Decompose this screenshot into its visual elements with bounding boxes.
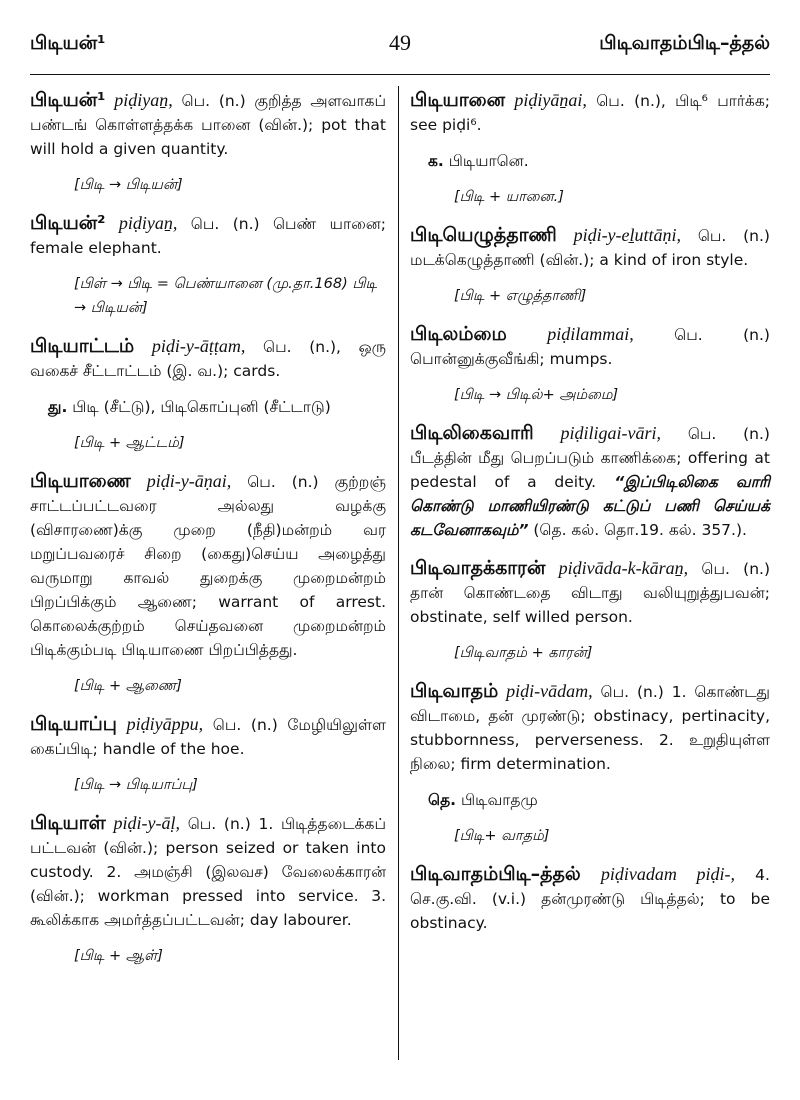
- headword: பிடியாப்பு: [30, 713, 117, 735]
- headword: பிடிவாதம்: [410, 680, 499, 702]
- dictionary-entry: [30, 334, 386, 455]
- headword: பிடியன்¹: [30, 89, 106, 111]
- cognate-line: [48, 395, 386, 419]
- transliteration: piḍiyāppu,: [126, 714, 204, 734]
- entry-definition: [410, 862, 770, 935]
- etymology: [பிடி → பிடியாப்பு]: [74, 777, 198, 793]
- etymology: [பிடிவாதம் + காரன்]: [454, 645, 593, 661]
- transliteration: piḍiyaṉ,: [114, 90, 173, 110]
- definition-text: பெ. (n.) பெண் யானை; female elephant.: [30, 215, 386, 257]
- cognate-word: பிடிவாதமு: [456, 791, 538, 809]
- page-header: [30, 28, 770, 64]
- cognate-language: தெ.: [428, 791, 457, 809]
- dictionary-entry: [410, 421, 770, 542]
- entry-definition: [30, 469, 386, 662]
- headword: பிடிவாதக்காரன்: [410, 557, 546, 579]
- etymology: [பிடி → பிடியன்]: [74, 177, 183, 193]
- definition-text: பெ. (n.) தான் கொண்டதை விடாது வலியுறுத்துபவன்; obstinate, self willed person.: [410, 560, 770, 626]
- entry-definition: [30, 211, 386, 260]
- left-column: [30, 88, 386, 982]
- dictionary-entry: [410, 223, 770, 308]
- definition-text: பெ. (n.) மேழியிலுள்ள கைப்பிடி; handle of the hoe.: [30, 716, 386, 758]
- transliteration: piḍiyāṉai,: [514, 90, 587, 110]
- entry-definition: [410, 679, 770, 776]
- transliteration: piḍilammai,: [547, 324, 634, 344]
- entry-definition: [410, 88, 770, 137]
- header-left-guideword: பிடியன்¹: [30, 32, 106, 54]
- definition-text: பெ. (n.) 1. பிடித்தடைக்கப் பட்டவன் (வின்.); person seized or taken into custody. 2. அமஞ்சி (இலவச) வேலைக்காரன் (வின்.); workman pressed into service. 3. கூலிக்காக அமர்த்தப்பட்டவன்; day labourer.: [30, 815, 386, 929]
- column-divider: [398, 86, 399, 1060]
- headword: பிடியாணை: [30, 470, 131, 492]
- dictionary-entry: [410, 88, 770, 209]
- entry-definition: [30, 88, 386, 161]
- transliteration: piḍivadam piḍi-,: [600, 864, 736, 884]
- definition-text: 4. செ.கு.வி. (v.i.) தன்முரண்டு பிடித்தல்; to be obstinacy.: [410, 866, 770, 932]
- entry-definition: [410, 421, 770, 542]
- cognate-line: [428, 149, 770, 173]
- etymology: [பிடி + ஆட்டம்]: [74, 435, 185, 451]
- dictionary-entry: [30, 712, 386, 797]
- cognate-word: பிடி (சீட்டு), பிடிகொப்புனி (சீட்டாடு): [67, 398, 331, 416]
- headword: பிடியானை: [410, 89, 506, 111]
- dictionary-entry: [30, 811, 386, 968]
- page-number: 49: [389, 30, 411, 55]
- definition-text: பெ. (n.) பீடத்தின் மீது பெறப்படும் காணிக்கை; offering at pedestal of a deity.: [410, 425, 770, 491]
- entry-definition: [30, 334, 386, 383]
- dictionary-entry: [30, 88, 386, 197]
- definition-text: பெ. (n.) 1. கொண்டது விடாமை, தன் முரண்டு; obstinacy, pertinacity, stubbornness, perverseness. 2. உறுதியுள்ள நிலை; firm determination.: [410, 683, 770, 773]
- entry-definition: [30, 712, 386, 761]
- entry-definition: [410, 223, 770, 272]
- transliteration: piḍi-y-āṭṭam,: [151, 336, 246, 356]
- dictionary-entry: [410, 679, 770, 848]
- dictionary-entry: [410, 862, 770, 935]
- transliteration: piḍiyaṉ,: [118, 213, 178, 233]
- definition-text: பெ. (n.) பொன்னுக்குவீங்கி; mumps.: [410, 326, 770, 368]
- citation-quote: “இப்பிடிலிகை வாரி கொண்டு மாணியிரண்டு கட்டுப் பணி செய்யக் கடவேனாகவும்”: [410, 473, 771, 539]
- cognate-language: க.: [428, 152, 444, 170]
- citation-source: (தெ. கல். தொ.19. கல். 357.).: [528, 521, 747, 539]
- right-column: [410, 88, 770, 949]
- etymology: [பிடி + ஆள்]: [74, 948, 163, 964]
- definition-text: பெ. (n.) மடக்கெழுத்தாணி (வின்.); a kind of iron style.: [410, 227, 770, 269]
- cognate-language: து.: [48, 398, 68, 416]
- headword: பிடியன்²: [30, 212, 106, 234]
- etymology: [பிடி → பிடில்+ அம்மை]: [454, 387, 619, 403]
- headword: பிடியாள்: [30, 812, 106, 834]
- definition-text: பெ. (n.), பிடி⁶ பார்க்க; see piḍi⁶.: [410, 92, 770, 134]
- headword: பிடியாட்டம்: [30, 335, 135, 357]
- headword: பிடியெழுத்தாணி: [410, 224, 557, 246]
- header-right-guideword: பிடிவாதம்பிடி–த்தல்: [599, 32, 770, 54]
- transliteration: piḍi-vādam,: [506, 681, 593, 701]
- dictionary-entry: [410, 556, 770, 665]
- cognate-word: பிடியானெ.: [443, 152, 529, 170]
- etymology: [பிடி + யானை.]: [454, 189, 564, 205]
- dictionary-entry: [410, 322, 770, 407]
- header-rule: [30, 74, 770, 75]
- entry-definition: [410, 556, 770, 629]
- transliteration: piḍi-y-āṇai,: [146, 471, 232, 491]
- dictionary-entry: [30, 211, 386, 320]
- transliteration: piḍivāda-k-kāraṉ,: [558, 558, 689, 578]
- cognate-line: [428, 788, 770, 812]
- dictionary-entry: [30, 469, 386, 698]
- definition-text: பெ. (n.) குறித்த அளவாகப் பண்டங் கொள்ளத்தக்க பானை (வின்.); pot that will hold a given quantity.: [30, 92, 386, 158]
- etymology: [பிடி+ வாதம்]: [454, 828, 550, 844]
- definition-text: பெ. (n.) குற்றஞ் சாட்டப்பட்டவரை அல்லது வழக்கு (விசாரணை)க்கு முறை (நீதி)மன்றம் வர மறுப்பவரைச் சிறை (கைது)செய்ய அழைத்து வருமாறு காவல் துறைக்கு முறைமன்றம் பிறப்பிக்கும் ஆணை; warrant of arrest. கொலைக்குற்றம் செய்தவனை முறைமன்றம் பிடிக்கும்படி பிடியாணை பிறப்பித்தது.: [30, 473, 386, 659]
- etymology: [பிடி + ஆணை]: [74, 678, 182, 694]
- headword: பிடிவாதம்பிடி–த்தல்: [410, 863, 581, 885]
- definition-text: பெ. (n.), ஒரு வகைச் சீட்டாட்டம் (இ. வ.); cards.: [30, 338, 386, 380]
- entry-definition: [30, 811, 386, 932]
- entry-definition: [410, 322, 770, 371]
- etymology: [பிள் → பிடி = பெண்யானை (மு.தா.168) பிடி → பிடியன்]: [74, 276, 378, 316]
- transliteration: piḍiligai-vāri,: [560, 423, 662, 443]
- transliteration: piḍi-y-eḻuttāṇi,: [573, 225, 682, 245]
- headword: பிடிலிகைவாரி: [410, 422, 534, 444]
- transliteration: piḍi-y-āḷ,: [113, 813, 181, 833]
- etymology: [பிடி + எழுத்தாணி]: [454, 288, 587, 304]
- headword: பிடிலம்மை: [410, 323, 507, 345]
